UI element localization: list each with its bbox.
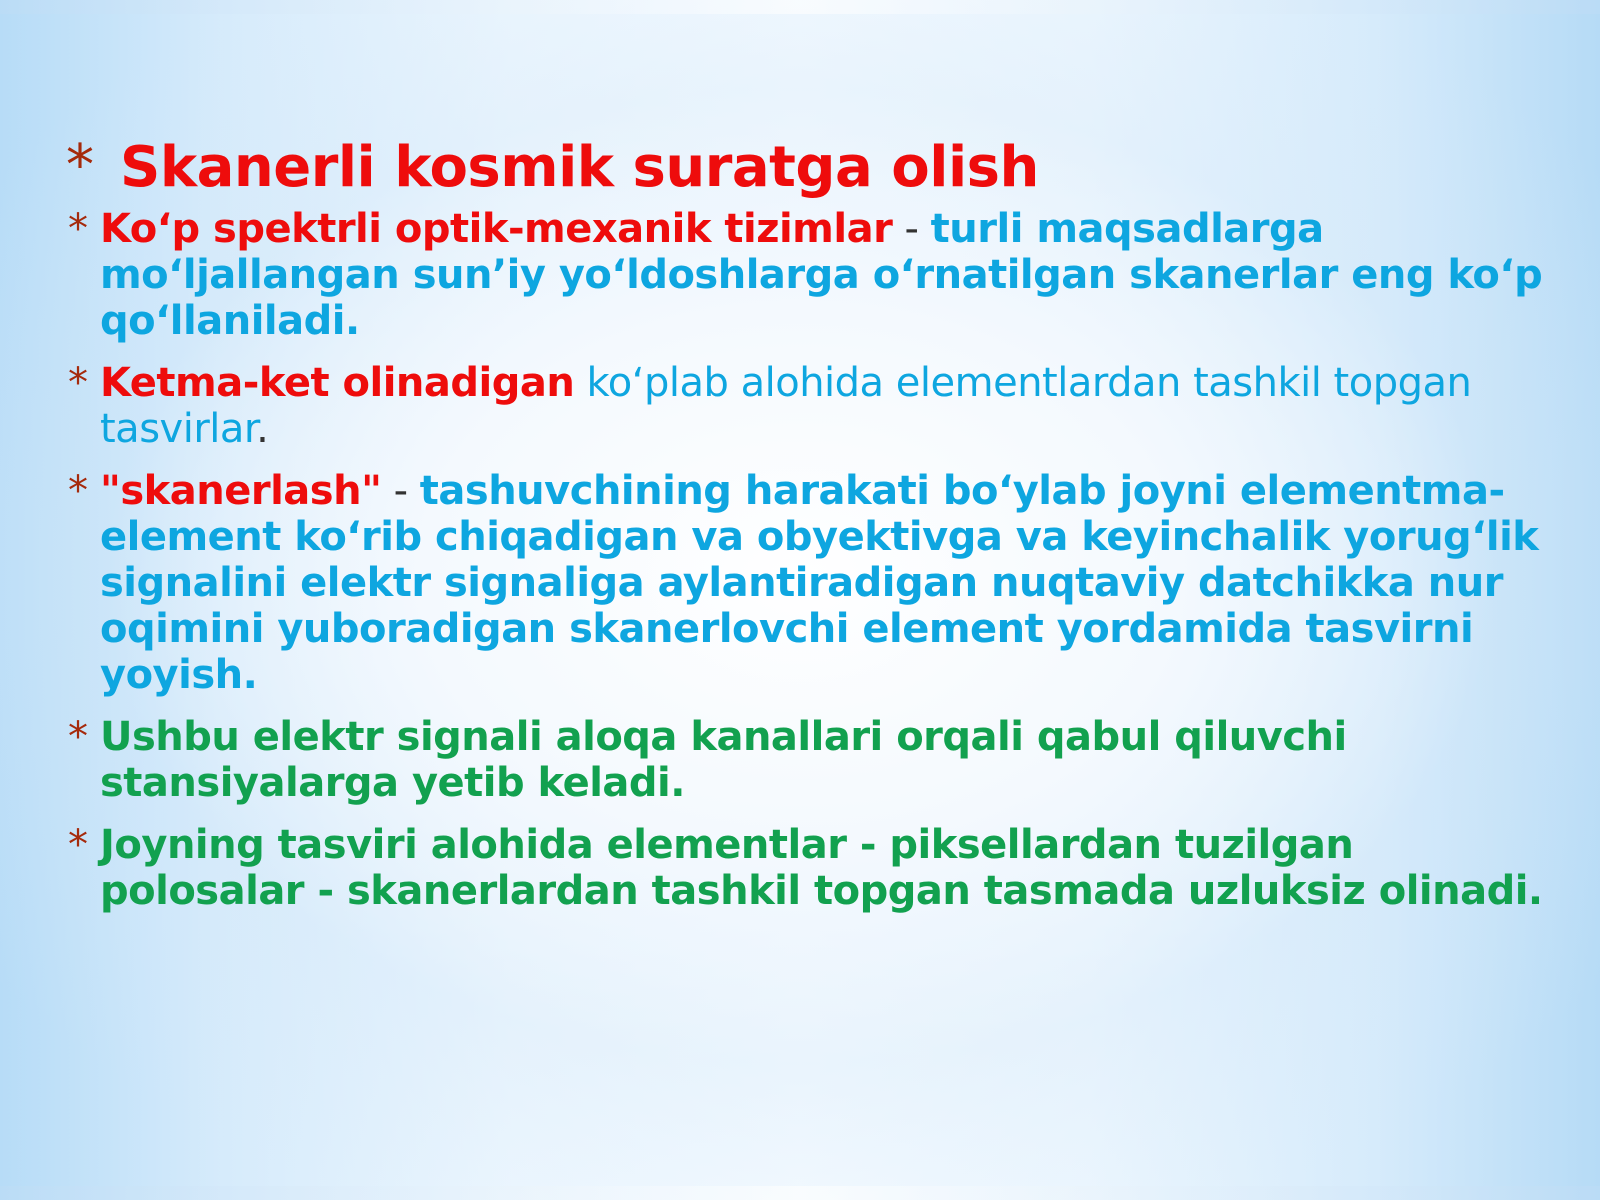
title-text: Skanerli kosmik suratga olish [120,135,1039,200]
bullet-icon: * [68,206,88,252]
bullet-icon: * [68,360,88,406]
bullet-item-4 [64,714,1544,806]
bullet-text: Ushbu elektr signali aloqa kanallari orqali qabul qiluvchi stansiyalarga yetib keladi. [100,714,1347,806]
bullet-term: Ko‘p spektrli optik-mexanik tizimlar [100,206,893,252]
bullet-text: turli maqsadlarga mo‘ljallangan sun’iy yo‘ldoshlarga o‘rnatilgan skanerlar eng ko‘p qo‘llaniladi. [100,206,1543,344]
bullet-item-3 [64,468,1544,698]
bullet-end: . [256,406,269,452]
bullet-item-5 [64,822,1544,914]
bullet-text: tashuvchining harakati bo‘ylab joyni elementma-element ko‘rib chiqadigan va obyektivga va keyinchalik yorug‘lik signalini elektr signaliga aylantiradigan nuqtaviy datchikka nur oqimini yuboradigan skanerlovchi element yordamida tasvirni yoyish. [100,468,1539,698]
bullet-text: Joyning tasviri alohida elementlar - piksellardan tuzilgan polosalar - skanerlardan tashkil topgan tasmada uzluksiz olinadi. [100,822,1543,914]
bullet-icon: * [66,133,94,198]
bullet-item-1 [64,206,1544,344]
bottom-decorative-stripe [0,1186,1600,1200]
top-decorative-stripe [0,0,1600,14]
bullet-separator: - [892,206,931,252]
bullet-icon: * [68,468,88,514]
slide-title [64,133,1544,200]
bullet-text: ko‘plab alohida elementlardan tashkil topgan tasvirlar [100,360,1472,452]
bullet-icon: * [68,822,88,868]
bullet-separator: - [381,468,420,514]
bullet-icon: * [68,714,88,760]
bullet-term: Ketma-ket olinadigan [100,360,575,406]
bullet-term: "skanerlash" [100,468,382,514]
slide-content [64,133,1544,930]
bullet-item-2 [64,360,1544,452]
